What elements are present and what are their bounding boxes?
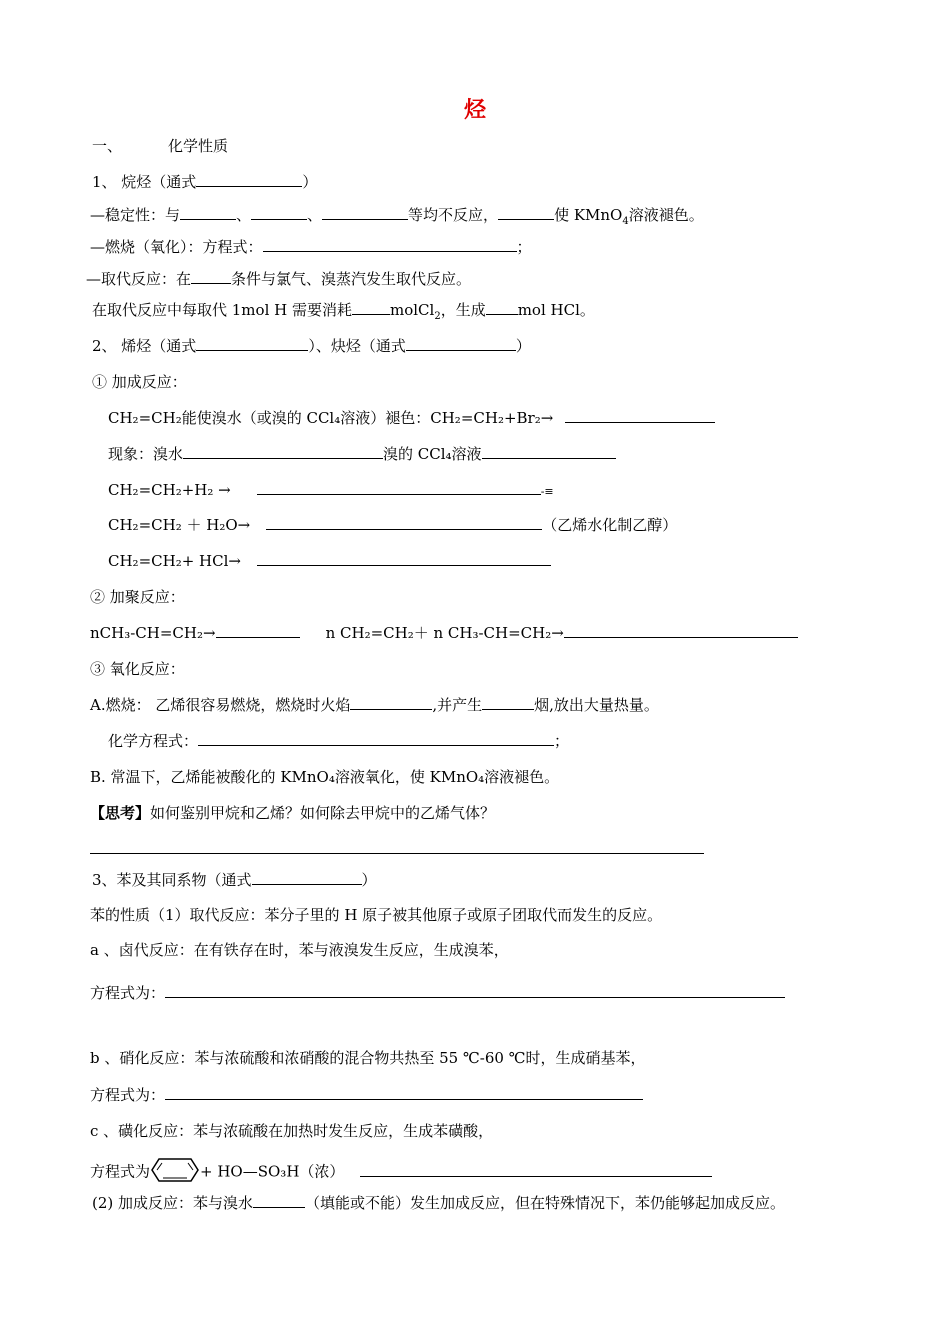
- stability-sub: 4: [622, 216, 629, 227]
- addition-water-tail: （乙烯水化制乙醇）: [542, 516, 678, 534]
- consume-text-b: molCl: [389, 301, 435, 319]
- addition-water: [108, 515, 677, 535]
- stability-text-d: 等均不反应，: [408, 206, 499, 224]
- think-answer-line[interactable]: [90, 853, 704, 854]
- stability-sep-2: 、: [307, 206, 323, 224]
- addition-h2: [108, 480, 554, 502]
- alkane-heading-text: 1、 烷烃（通式: [92, 173, 197, 191]
- benzene-nitro: b 、硝化反应：苯与浓硫酸和浓硝酸的混合物共热至 55 ℃-60 ℃时，生成硝基苯，: [90, 1049, 646, 1067]
- stability-blank-1[interactable]: [180, 205, 236, 220]
- alkene-heading: [92, 336, 531, 356]
- consume-blank-1[interactable]: [352, 300, 390, 315]
- alkane-stability: [90, 205, 704, 225]
- eq1-blank[interactable]: [165, 983, 785, 998]
- stability-text-e: 使 KMnO: [554, 206, 623, 224]
- eq3-label: 方程式为: [90, 1162, 151, 1181]
- benzene-sulfo: c 、磺化反应：苯与浓硫酸在加热时发生反应，生成苯磺酸，: [90, 1122, 494, 1140]
- addition-phenomenon: [108, 444, 616, 464]
- section-heading: [92, 136, 228, 156]
- oxidation-eq-blank[interactable]: [198, 731, 554, 746]
- addition-bromine: [108, 408, 715, 428]
- consume-blank-2[interactable]: [486, 300, 518, 315]
- alkene-heading-c: ）: [515, 337, 531, 355]
- consume-text-d: mol HCl。: [517, 301, 595, 319]
- consume-text-c: ，生成: [440, 301, 486, 319]
- combustion-end: ；: [516, 238, 532, 256]
- oxidation-eq-label: 化学方程式：: [108, 732, 199, 750]
- alkane-heading: [92, 172, 317, 192]
- phenomenon-text-a: 现象：溴水: [108, 445, 184, 463]
- benzene-eq2: [90, 1085, 643, 1105]
- benzene-add-text-a: (2) 加成反应：苯与溴水: [92, 1194, 254, 1212]
- eq2-label: 方程式为：: [90, 1086, 166, 1104]
- consume-sub: 2: [434, 311, 441, 322]
- benzene-heading: [92, 870, 377, 890]
- addition-hcl-blank[interactable]: [257, 551, 551, 566]
- polymer-label: ② 加聚反应：: [90, 588, 185, 606]
- polymer-equations: [90, 623, 798, 643]
- addition-h2-text: CH₂=CH₂+H₂ →: [108, 481, 231, 499]
- benzene-eq1: [90, 983, 785, 1003]
- benzene-addition: [92, 1193, 785, 1213]
- addition-hcl-text: CH₂=CH₂+ HCl→: [108, 552, 241, 570]
- burn-text-a: A.燃烧： 乙烯很容易燃烧，燃烧时火焰: [90, 696, 351, 714]
- alkane-substitution: [86, 269, 471, 289]
- benzene-heading-b: ）: [361, 871, 377, 889]
- stability-blank-4[interactable]: [498, 205, 554, 220]
- alkane-consume: [92, 300, 595, 320]
- combustion-blank[interactable]: [263, 237, 517, 252]
- eq2-blank[interactable]: [165, 1085, 643, 1100]
- combustion-label: —燃烧（氧化）：方程式：: [90, 238, 263, 256]
- alkene-heading-a: 2、 烯烃（通式: [92, 337, 197, 355]
- stability-text-a: —稳定性：与: [90, 206, 181, 224]
- benzene-eq3: [90, 1157, 712, 1188]
- consume-text-a: 在取代反应中每取代 1mol H 需要消耗: [92, 301, 352, 319]
- benzene-heading-a: 3、苯及其同系物（通式: [92, 871, 252, 889]
- alkane-formula-blank[interactable]: [196, 172, 302, 187]
- burn-blank-1[interactable]: [350, 695, 432, 710]
- alkane-combustion: [90, 237, 532, 257]
- eq1-label: 方程式为：: [90, 984, 166, 1002]
- benzene-props: 苯的性质（1）取代反应：苯分子里的 H 原子被其他原子或原子团取代而发生的反应。: [90, 906, 663, 924]
- addition-h2-blank[interactable]: [257, 480, 541, 495]
- polymer-blank-1[interactable]: [216, 623, 300, 638]
- addition-label: ① 加成反应：: [92, 373, 187, 391]
- stability-text-f: 溶液褪色。: [628, 206, 704, 224]
- benzene-formula-blank[interactable]: [252, 870, 362, 885]
- burn-text-b: ,并产生: [432, 696, 483, 714]
- oxidation-burn: [90, 695, 659, 715]
- benzene-ring-icon: [150, 1157, 200, 1188]
- alkene-formula-blank[interactable]: [196, 336, 308, 351]
- burn-text-c: 烟,放出大量热量。: [534, 696, 659, 714]
- section-number: 一、: [92, 137, 123, 155]
- page-title: 烃: [464, 97, 487, 123]
- eq3-text: + HO—SO₃H（浓）: [200, 1162, 345, 1181]
- stability-blank-3[interactable]: [322, 205, 408, 220]
- alkane-heading-close: ）: [302, 173, 318, 191]
- polymer-eq-a: nCH₃-CH=CH₂→: [90, 624, 216, 642]
- oxidation-label: ③ 氧化反应：: [90, 660, 185, 678]
- phenomenon-text-b: 溴的 CCl₄溶液: [383, 445, 482, 463]
- alkyne-formula-blank[interactable]: [406, 336, 516, 351]
- polymer-blank-2[interactable]: [564, 623, 798, 638]
- burn-blank-2[interactable]: [482, 695, 534, 710]
- benzene-add-text-b: （填能或不能）发生加成反应，但在特殊情况下，苯仍能够起加成反应。: [305, 1194, 786, 1212]
- phenomenon-blank-2[interactable]: [482, 444, 616, 459]
- substitution-text-b: 条件与氯气、溴蒸汽发生取代反应。: [231, 270, 472, 288]
- alkene-heading-b: ）、炔烃（通式: [308, 337, 406, 355]
- substitution-text-a: —取代反应：在: [86, 270, 192, 288]
- eq3-blank[interactable]: [360, 1162, 712, 1177]
- substitution-blank[interactable]: [191, 269, 231, 284]
- addition-hcl: [108, 551, 551, 571]
- oxidation-equation: [108, 731, 569, 751]
- addition-bromine-text: CH₂=CH₂能使溴水（或溴的 CCl₄溶液）褪色：CH₂=CH₂+Br₂→: [108, 409, 554, 427]
- stability-sep-1: 、: [236, 206, 252, 224]
- think-text: 如何鉴别甲烷和乙烯？如何除去甲烷中的乙烯气体？: [150, 804, 496, 822]
- benzene-halo: a 、卤代反应：在有铁存在时，苯与液溴发生反应，生成溴苯，: [90, 941, 509, 959]
- think-tag: 【思考】: [90, 804, 151, 822]
- benzene-add-blank[interactable]: [253, 1193, 305, 1208]
- phenomenon-blank-1[interactable]: [183, 444, 383, 459]
- stability-blank-2[interactable]: [251, 205, 307, 220]
- section-label: 化学性质: [168, 137, 229, 155]
- oxidation-eq-end: ；: [554, 732, 570, 750]
- oxidation-kmno4: B. 常温下，乙烯能被酸化的 KMnO₄溶液氧化，使 KMnO₄溶液褪色。: [90, 768, 560, 786]
- think-question: [90, 803, 495, 823]
- addition-h2-tail: -≡: [540, 485, 554, 498]
- addition-bromine-blank[interactable]: [565, 408, 715, 423]
- polymer-eq-b: n CH₂=CH₂＋ n CH₃-CH=CH₂→: [325, 624, 564, 642]
- addition-water-text: CH₂=CH₂ ＋ H₂O→: [108, 516, 251, 534]
- addition-water-blank[interactable]: [266, 515, 542, 530]
